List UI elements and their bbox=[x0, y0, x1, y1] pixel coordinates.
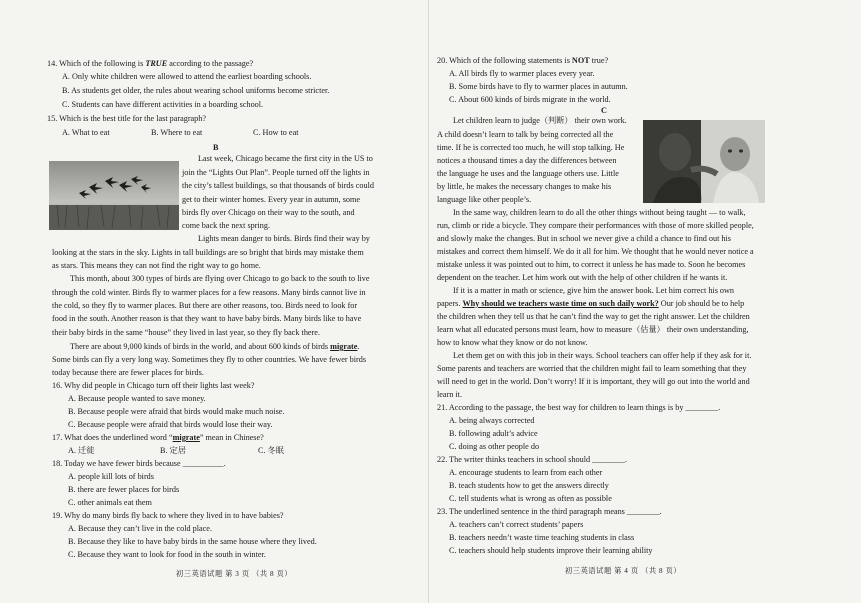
section-b-heading: B bbox=[213, 143, 219, 152]
q19-option-b: B. Because they like to have baby birds in the same house where they lived. bbox=[68, 537, 317, 546]
underlined-sentence: Why should we teachers waste time on such daily work? bbox=[462, 299, 659, 308]
q19-option-a: A. Because they can’t live in the cold place. bbox=[68, 524, 212, 533]
q19-stem: 19. Why do many birds fly back to where they lived in to have babies? bbox=[52, 511, 284, 520]
passage-b-line-11: through the cold winter. Birds fly to warmer places for a few reasons. Many birds cannot live in bbox=[52, 288, 366, 297]
section-c-heading: C bbox=[601, 106, 607, 115]
passage-c-line-14: If it is a matter in math or science, give him the answer book. Let him correct his own bbox=[453, 286, 735, 295]
q23-option-b: B. teachers needn’t waste time teaching students in class bbox=[449, 533, 635, 542]
passage-c-line-21: will need to get in the world. Don’t worry! If it is important, they will go out into the world and bbox=[437, 377, 750, 386]
passage-c-line-4: notices a thousand times a day the differences between bbox=[437, 156, 617, 165]
q21-option-b: B. following adult’s advice bbox=[449, 429, 538, 438]
passage-b-line-3: the city’s tallest buildings, so that thousands of birds could bbox=[182, 181, 374, 190]
q20-option-b: B. Some birds have to fly to warmer places in autumn. bbox=[449, 82, 628, 91]
q16-option-c: C. Because people were afraid that birds would lose their way. bbox=[68, 420, 273, 429]
q20-option-c: C. About 600 kinds of birds migrate in the world. bbox=[449, 95, 611, 104]
q21-option-c: C. doing as other people do bbox=[449, 442, 540, 451]
q15-stem: 15. Which is the best title for the last paragraph? bbox=[47, 114, 207, 123]
passage-c-line-7: language like other people’s. bbox=[437, 195, 532, 204]
passage-c-line-10: and slowly make the changes. But in school we never give a child a chance to find out his bbox=[437, 234, 731, 243]
passage-c-line-5: the language he uses and the language others use. Little bbox=[437, 169, 619, 178]
passage-c-line-17: learn what all educated persons must learn, how to measure（估量） their own understanding, bbox=[437, 325, 749, 334]
q16-stem: 16. Why did people in Chicago turn off their lights last week? bbox=[52, 381, 255, 390]
q18-option-a: A. people kill lots of birds bbox=[68, 472, 154, 481]
passage-b-line-7: Lights mean danger to birds. Birds find their way by bbox=[198, 234, 370, 243]
q20-option-a: A. All birds fly to warmer places every year. bbox=[449, 69, 595, 78]
birds-photo bbox=[49, 161, 179, 230]
q23-stem: 23. The underlined sentence in the third paragraph means ________. bbox=[437, 507, 662, 516]
q17-stem: 17. What does the underlined word “migrate” mean in Chinese? bbox=[52, 433, 264, 442]
q17-option-c: C. 冬眠 bbox=[258, 446, 284, 455]
q18-option-c: C. other animals eat them bbox=[68, 498, 152, 507]
q21-stem: 21. According to the passage, the best way for children to learn things is by ________. bbox=[437, 403, 721, 412]
passage-c-line-3: time. If he is corrected too much, he will stop talking. He bbox=[437, 143, 625, 152]
q15-option-b: B. Where to eat bbox=[151, 128, 203, 137]
passage-b-line-15: There are about 9,000 kinds of birds in the world, and about 600 kinds of birds migrate. bbox=[70, 342, 360, 351]
passage-b-line-17: today because there are fewer places for birds. bbox=[52, 368, 204, 377]
page-3-footer: 初三英语试题 第 3 页 （共 8 页） bbox=[176, 570, 293, 578]
q22-stem: 22. The writer thinks teachers in school should ________. bbox=[437, 455, 627, 464]
passage-b-line-9: as stars. This means they can not find the right way to go home. bbox=[52, 261, 261, 270]
page-3 bbox=[0, 0, 429, 603]
passage-b-line-10: This month, about 300 types of birds are flying over Chicago to go back to the south to live bbox=[70, 274, 370, 283]
q14-option-b: B. As students get older, the rules about wearing school uniforms become stricter. bbox=[62, 86, 330, 95]
q23-option-c: C. teachers should help students improve their learning ability bbox=[449, 546, 653, 555]
passage-c-line-18: how to know what they know or do not know. bbox=[437, 338, 588, 347]
passage-c-line-12: mistake unless it was pointed out to him, to correct it unless he has made to. Soon he becomes bbox=[437, 260, 746, 269]
passage-c-line-19: Let them get on with this job in their ways. School teachers can offer help if they ask for it. bbox=[453, 351, 752, 360]
q22-option-c: C. tell students what is wrong as often as possible bbox=[449, 494, 612, 503]
q20-stem: 20. Which of the following statements is NOT true? bbox=[437, 56, 609, 65]
underlined-word-migrate: migrate bbox=[330, 342, 358, 351]
q21-option-a: A. being always corrected bbox=[449, 416, 535, 425]
page-4-footer: 初三英语试题 第 4 页 （共 8 页） bbox=[565, 567, 682, 575]
q19-option-c: C. Because they want to look for food in the south in winter. bbox=[68, 550, 266, 559]
mother-and-baby-image bbox=[643, 120, 765, 203]
q16-option-a: A. Because people wanted to save money. bbox=[68, 394, 206, 403]
passage-b-line-12: the cold, so they fly to warmer places. But there are other reasons, too. Birds need to look for bbox=[52, 301, 358, 310]
parent-child-photo bbox=[643, 120, 765, 203]
passage-c-line-16: the children when they tell us that he can’t find the way to get the right answer. Let the children bbox=[437, 312, 750, 321]
passage-b-line-13: food in the south. Another reason is that they want to have baby birds. Many birds like to have bbox=[52, 314, 362, 323]
q14-option-c: C. Students can have different activities in a boarding school. bbox=[62, 100, 264, 109]
q22-option-a: A. encourage students to learn from each other bbox=[449, 468, 603, 477]
passage-c-line-20: Some parents and teachers are worried that the children might fail to learn something that they bbox=[437, 364, 747, 373]
passage-c-line-22: learn it. bbox=[437, 390, 463, 399]
q22-option-b: B. teach students how to get the answers directly bbox=[449, 481, 609, 490]
q15-option-a: A. What to eat bbox=[62, 128, 110, 137]
page-4 bbox=[429, 0, 861, 603]
birds-over-field-image bbox=[49, 161, 179, 230]
passage-b-line-1: Last week, Chicago became the first city in the US to bbox=[198, 154, 373, 163]
passage-b-line-16: Some birds can fly a very long way. Sometimes they fly to other countries. We have fewer birds bbox=[52, 355, 367, 364]
passage-c-line-15: papers. Why should we teachers waste time on such daily work? Our job should be to help bbox=[437, 299, 745, 308]
passage-c-line-11: mistakes and correct them himself. We do it all for him. We thought that he would never notice a bbox=[437, 247, 754, 256]
q18-option-b: B. there are fewer places for birds bbox=[68, 485, 180, 494]
q17-option-b: B. 定居 bbox=[160, 446, 186, 455]
passage-b-line-2: join the “Lights Out Plan”. People turned off the lights in bbox=[182, 168, 370, 177]
passage-c-line-8: In the same way, children learn to do all the other things without being taught — to walk, bbox=[453, 208, 746, 217]
q15-option-c: C. How to eat bbox=[253, 128, 299, 137]
passage-b-line-6: come back the next spring. bbox=[182, 221, 270, 230]
q14-stem: 14. Which of the following is TRUE according to the passage? bbox=[47, 59, 254, 68]
q18-stem: 18. Today we have fewer birds because __________. bbox=[52, 459, 226, 468]
q16-option-b: B. Because people were afraid that birds would make much noise. bbox=[68, 407, 285, 416]
passage-c-line-9: run, climb or ride a bicycle. They compare their performances with those of more skilled people, bbox=[437, 221, 754, 230]
passage-b-line-4: get to their winter homes. Every year in autumn, some bbox=[182, 195, 361, 204]
passage-c-line-6: by little, he makes the necessary changes to make his bbox=[437, 182, 612, 191]
passage-c-line-13: dependent on the teacher. Let him work out with the help of other children if he wants it. bbox=[437, 273, 728, 282]
passage-b-line-14: their baby birds in the same “house” they lived in last year, so they fly back there. bbox=[52, 328, 320, 337]
passage-c-line-2: A child doesn’t learn to talk by being corrected all the bbox=[437, 130, 614, 139]
passage-b-line-8: looking at the stars in the sky. Lights in tall buildings are so bright that birds may mistake them bbox=[52, 248, 364, 257]
q14-option-a: A. Only white children were allowed to attend the earliest boarding schools. bbox=[62, 72, 312, 81]
passage-b-line-5: birds fly over Chicago on their way to the south, and bbox=[182, 208, 355, 217]
passage-c-line-1: Let children learn to judge（判断） their own work. bbox=[453, 116, 627, 125]
q23-option-a: A. teachers can’t correct students’ papers bbox=[449, 520, 584, 529]
q17-option-a: A. 迁徙 bbox=[68, 446, 95, 455]
